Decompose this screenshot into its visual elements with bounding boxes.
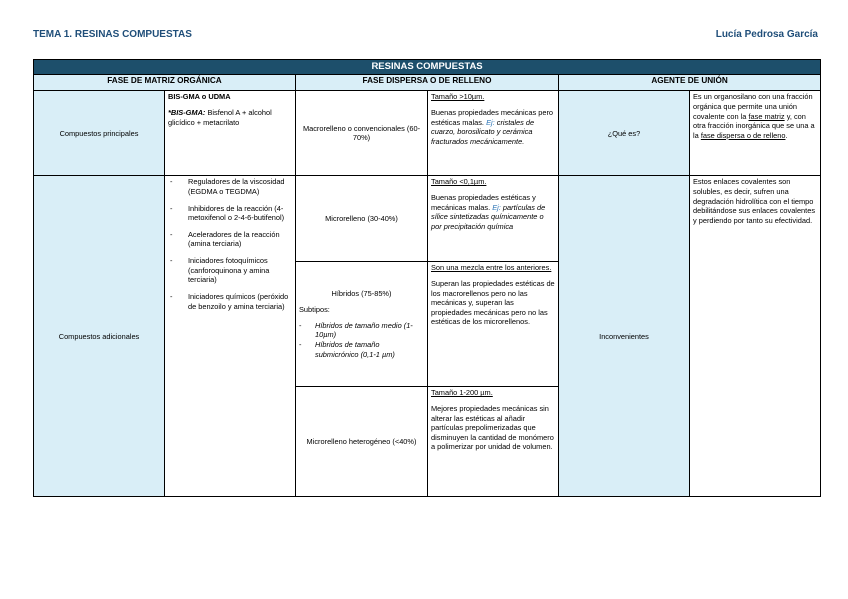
row-label-adicionales: Compuestos adicionales — [34, 176, 165, 497]
hibridos-name-cell — [296, 262, 428, 387]
agente-que-label: ¿Qué es? — [559, 91, 690, 176]
microrelleno-text — [431, 193, 555, 232]
hibridos-desc: Superan las propiedades estéticas de los macrorellenos pero no las mecánicas y, superan las propiedades mecánicas pero no las estéticas de los microrellenos. — [431, 278, 555, 327]
heterogeneo-desc: Mejores propiedades mecánicas sin alterar las estéticas al añadir partículas prepolimerizadas que disminuyen la cantidad de monómero a polimerizar por unidad de volumen. — [431, 403, 554, 452]
macrorelleno-desc: Buenas propiedades mecánicas pero estéticas malas. — [431, 107, 554, 127]
section-matriz-header: FASE DE MATRIZ ORGÁNICA — [34, 75, 296, 91]
macrorelleno-ej-label: Ej: — [486, 117, 495, 127]
heterogeneo-desc-cell — [428, 387, 559, 497]
hibridos-intro: Son una mezcla entre los anteriores. — [431, 263, 552, 273]
adicional-item: - Reguladores de la viscosidad (EGDMA o TEGDMA) — [168, 177, 292, 196]
adicionales-cell — [165, 176, 296, 497]
hibridos-desc-cell — [428, 262, 559, 387]
macrorelleno-size: Tamaño >10µm. — [431, 92, 485, 102]
microrelleno-ej-text: partículas de sílice sintetizadas químicamente o por precipitación química — [431, 202, 546, 231]
principales-note — [168, 108, 292, 127]
microrelleno-name: Microrelleno (30-40%) — [296, 176, 428, 262]
macrorelleno-name: Macrorelleno o convencionales (60-70%) — [296, 91, 428, 176]
document-title: TEMA 1. RESINAS COMPUESTAS — [33, 29, 192, 40]
macrorelleno-text — [431, 108, 555, 147]
document-author: Lucía Pedrosa García — [715, 29, 818, 40]
agente-que-mid: y, con otra fracción inorgánica que se una a la — [693, 111, 815, 140]
agente-que-cell — [690, 91, 821, 176]
row-label-principales: Compuestos principales — [34, 91, 165, 176]
hibridos-name: Híbridos (75-85%) — [331, 289, 392, 299]
table-title: RESINAS COMPUESTAS — [34, 60, 821, 75]
macrorelleno-desc-cell — [428, 91, 559, 176]
microrelleno-desc: Buenas propiedades estéticas y mecánicas malas. — [431, 192, 536, 212]
principales-heading: BIS-GMA o UDMA — [168, 92, 231, 102]
agente-que-end: . — [785, 130, 788, 140]
adicionales-list — [168, 177, 292, 311]
macrorelleno-ej-text: cristales de cuarzo, borosilicato y cerámica fracturados mecánicamente. — [431, 117, 535, 146]
section-agente-header: AGENTE DE UNIÓN — [559, 75, 821, 91]
principales-note-label: *BIS-GMA: — [168, 107, 206, 117]
heterogeneo-size: Tamaño 1-200 µm. — [431, 388, 493, 398]
resinas-table — [33, 59, 821, 497]
agente-que-pre: Es un organosilano con una fracción orgánica que permite una unión covalente con la — [693, 92, 813, 121]
agente-que-link-dispersa: fase dispersa o de relleno — [700, 130, 786, 140]
principales-cell — [165, 91, 296, 176]
agente-que-link-matriz: fase matriz — [748, 111, 785, 121]
hibridos-subtipos-list — [299, 321, 424, 360]
adicional-item: - Aceleradores de la reacción (amina terciaria) — [168, 230, 292, 249]
hibridos-subtipos-label: Subtipos: — [299, 305, 330, 315]
adicional-item: - Iniciadores químicos (peróxido de benzoilo y amina terciaria) — [168, 292, 292, 311]
section-dispersa-header: FASE DISPERSA O DE RELLENO — [296, 75, 559, 91]
hibridos-subtipo-item: - Híbridos de tamaño submicrónico (0,1-1 µm) — [299, 340, 424, 359]
adicional-item: - Inhibidores de la reacción (4-metoxifenol o 2-4-6-butifenol) — [168, 204, 292, 223]
heterogeneo-name: Microrelleno heterogéneo (<40%) — [296, 387, 428, 497]
principales-note-text: Bisfenol A + alcohol glicídico + metacrilato — [168, 107, 272, 127]
agente-inconv-label: Inconvenientes — [559, 176, 690, 497]
agente-inconv-text: Estos enlaces covalentes son solubles, es decir, sufren una degradación hidrolítica con el tiempo debilitándose sus enlaces covalentes y perdiendo por tanto su efectividad. — [690, 176, 821, 497]
hibridos-subtipo-item: - Híbridos de tamaño medio (1-10µm) — [299, 321, 424, 340]
microrelleno-ej-label: Ej: — [492, 202, 501, 212]
adicional-item: - Iniciadores fotoquímicos (canforoquinona y amina terciaria) — [168, 256, 292, 285]
microrelleno-size: Tamaño <0,1µm. — [431, 177, 487, 187]
microrelleno-desc-cell — [428, 176, 559, 262]
